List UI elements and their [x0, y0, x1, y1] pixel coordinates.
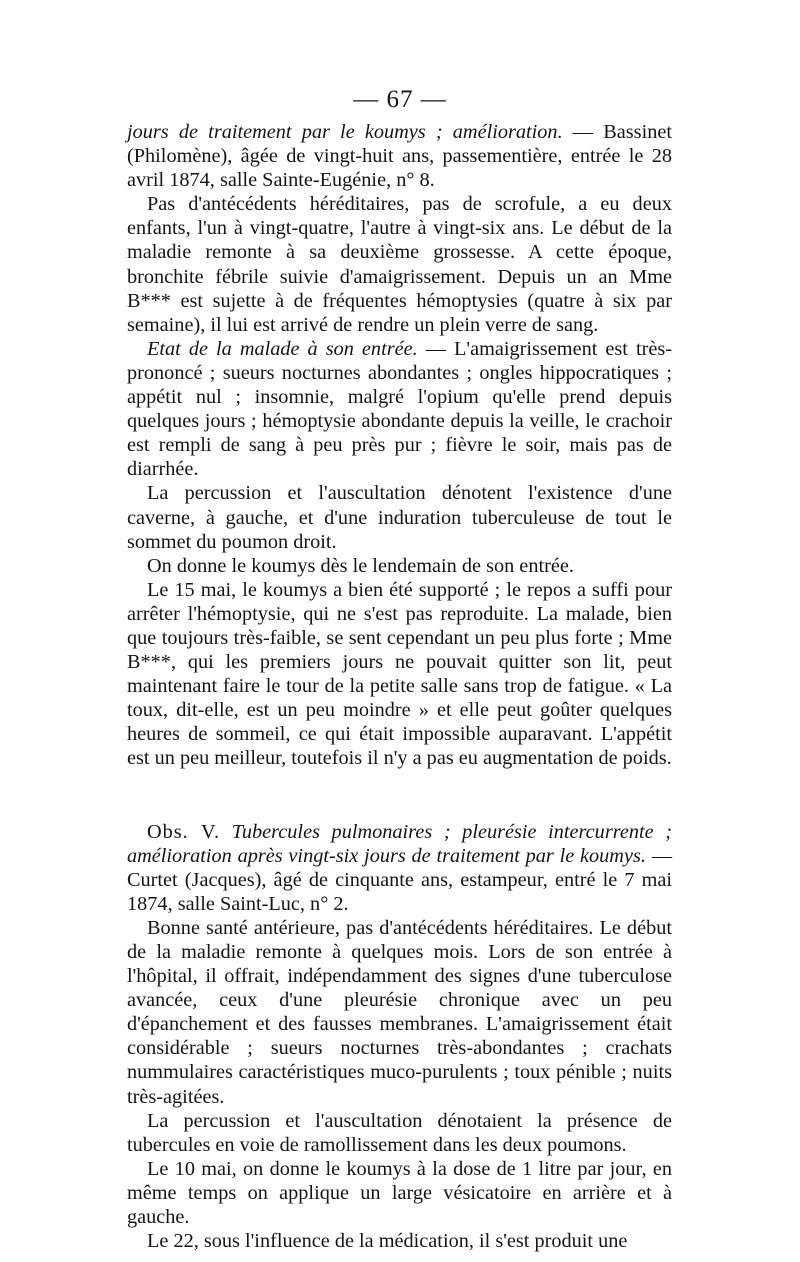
observation-label: Obs. V.: [147, 820, 221, 843]
paragraph-obs5-may-22: Le 22, sous l'influence de la médication, il s'est produit une: [147, 1230, 628, 1253]
paragraph-obs5-history: Bonne santé antérieure, pas d'antécédents héréditaires. Le début de la maladie remonte à quelques mois. Lors de son entrée à l'hôpital, il offrait, indépendamment des signes d'une tuberculose avancée, ceux d'une pleurésie chronique avec un peu d'épanchement et des fausses membranes. L'amaigrissement était considérable ; sueurs nocturnes très-abondantes ; crachats nummulaires caractéristiques muco-purulents ; toux pénible ; nuits très-agitées.: [127, 916, 672, 1108]
observation-5-heading: [127, 820, 672, 916]
admission-state-heading: Etat de la malade à son entrée.: [147, 337, 418, 360]
paragraph-koumys-start: On donne le koumys dès le lendemain de son entrée.: [147, 554, 574, 577]
observation-patient-details: — Curtet (Jacques), âgé de cinquante ans, estampeur, entré le 7 mai 1874, salle Saint-Luc, n° 2.: [127, 844, 672, 915]
paragraph-history: Pas d'antécédents héréditaires, pas de scrofule, a eu deux enfants, l'un à vingt-quatre, l'autre à vingt-six ans. Le début de la maladie remonte à sa deuxième grossesse. A cette époque, bronchite fébrile suivie d'amaigrissement. Depuis un an Mme B*** est sujette à de fréquentes hémoptysies (quatre à six par semaine), il lui est arrivé de rendre un plein verre de sang.: [127, 193, 672, 336]
paragraph-case-intro: [127, 120, 672, 192]
body-text: [127, 120, 672, 1253]
paragraph-obs5-percussion: La percussion et l'auscultation dénotaient la présence de tubercules en voie de ramollissement dans les deux poumons.: [127, 1109, 672, 1156]
paragraph-auscultation: La percussion et l'auscultation dénotent l'existence d'une caverne, à gauche, et d'une induration tuberculeuse de tout le sommet du poumon droit.: [127, 482, 672, 553]
paragraph-obs5-may-10: Le 10 mai, on donne le koumys à la dose de 1 litre par jour, en même temps on applique un large vésicatoire en arrière et à gauche.: [127, 1157, 672, 1229]
admission-state-text: — L'amaigrissement est très-prononcé ; sueurs nocturnes abondantes ; ongles hippocratiques ; appétit nul ; insomnie, malgré l'opium qu'elle prend depuis quelques jours ; hémoptysie abondante depuis la veille, le crachoir est rempli de sang à peu près pur ; fièvre le soir, mais pas de diarrhée.: [127, 337, 672, 481]
paragraph-admission-state: [127, 337, 672, 482]
page-number: — 67 —: [353, 86, 447, 113]
case-patient-details: — Bassinet (Philomène), âgée de vingt-huit ans, passementière, entrée le 28 avril 1874, salle Sainte-Eugénie, n° 8.: [127, 121, 672, 192]
paragraph-may-15: Le 15 mai, le koumys a bien été supporté ; le repos a suffi pour arrêter l'hémoptysie, qui ne s'est pas reproduite. La malade, bien que toujours très-faible, se sent cependant un peu plus forte ; Mme B***, qui les premiers jours ne pouvait quitter son lit, peut maintenant faire le tour de la petite salle sans trop de fatigue. « La toux, dit-elle, est un peu moindre » et elle peut goûter quelques heures de sommeil, ce qui était impossible auparavant. L'appétit est un peu meilleur, toutefois il n'y a pas eu augmentation de poids.: [127, 578, 672, 770]
case-title-fragment: jours de traitement par le koumys ; amélioration.: [127, 121, 563, 143]
observation-title: Tubercules pulmonaires ; pleurésie intercurrente ; amélioration après vingt-six jours de traitement par le koumys.: [127, 820, 672, 867]
